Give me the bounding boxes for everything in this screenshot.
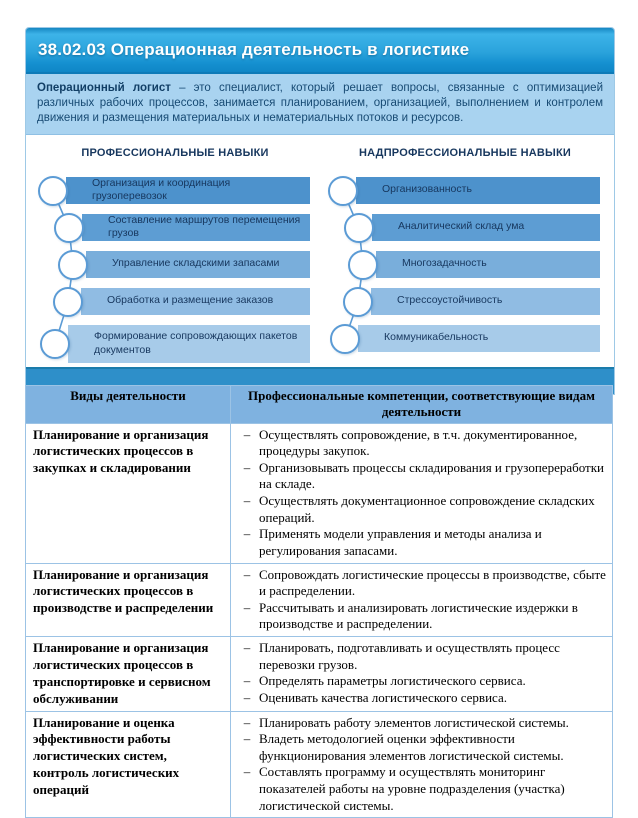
competency-text: Определять параметры логистического сервиса. [259,673,526,689]
competency-text: Осуществлять сопровождение, в т.ч. документированное, процедуры закупок. [259,426,578,459]
competency-text: Применять модели управления и методы анализа и регулирования запасами. [259,526,542,558]
skills-section [26,135,614,367]
skill-bar-label: Управление складскими запасами [86,251,310,278]
chain-circle [348,250,378,280]
skill-bar-label: Организация и координация грузоперевозок [66,177,310,204]
competency-item [235,427,606,460]
dash-bullet: – [243,731,251,747]
professional-skills-column [30,141,320,367]
skill-bar-label: Обработка и размещение заказов [81,288,310,315]
chain-circle [330,324,360,354]
professional-skills-title: ПРОФЕССИОНАЛЬНЫЕ НАВЫКИ [81,146,269,159]
competencies-cell [231,711,613,818]
table-row [26,563,613,637]
page-title: 38.02.03 Операционная деятельность в логистике [38,40,470,59]
table-row [26,423,613,563]
dash-bullet: – [243,764,251,780]
competency-text: Сопровождать логистические процессы в производстве, сбыте и распределении. [259,566,606,599]
competency-item [235,600,606,633]
competency-item [235,764,606,814]
dash-bullet: – [243,493,251,508]
competency-text: Осуществлять документационное сопровождение складских операций. [259,493,595,525]
table-row [26,711,613,818]
profession-description [26,74,614,135]
chain-circle [40,329,70,359]
logistics-infographic-panel [25,27,615,395]
competency-text: Владеть методологией оценки эффективности функционирования элементов логистической системы. [259,731,564,763]
competencies-cell [231,563,613,637]
dash-bullet: – [243,599,251,615]
competencies-cell [231,637,613,712]
competency-item [235,460,606,493]
competency-item [235,731,606,764]
dash-bullet: – [243,459,251,475]
dash-bullet: – [243,673,251,689]
competency-text: Оценивать качества логистического сервиса. [259,689,507,705]
table-header-row [26,386,613,424]
table-header-competencies: Профессиональные компетенции, соответствующие видам деятельности [231,386,613,424]
supra-professional-skills-title: НАДПРОФЕССИОНАЛЬНЫЕ НАВЫКИ [358,146,572,159]
supra-professional-skills-chart [328,167,602,367]
activity-cell: Планирование и организация логистических процессов в производстве и распределении [26,563,231,637]
competency-item [235,640,606,673]
competency-item [235,493,606,526]
panel-header [26,28,614,74]
professional-skills-chart [38,167,312,367]
competency-item [235,715,606,732]
chain-circle [344,213,374,243]
activity-cell: Планирование и организация логистических процессов в закупках и складировании [26,423,231,563]
skill-bar-label: Коммуникабельность [358,325,600,352]
competency-text: Организовывать процессы складирования и грузопереработки на складе. [259,459,605,492]
competency-item [235,567,606,600]
chain-circle [38,176,68,206]
activity-cell: Планирование и оценка эффективности работы логистических систем, контроль логистических операций [26,711,231,818]
chain-circle [343,287,373,317]
profession-description-text: – это специалист, который решает вопросы, связанные с оптимизацией различных рабочих процессов, занимается планированием, организацией, выполнением и контролем движения и размещения материальных и нематериальных потоков и ресурсов. [37,82,603,125]
chain-circle [58,250,88,280]
table-header-activities: Виды деятельности [26,386,231,424]
competency-text: Планировать работу элементов логистической системы. [259,714,569,730]
dash-bullet: – [243,640,251,655]
competency-item [235,526,606,559]
profession-description-lead: Операционный логист [37,82,171,94]
competency-item [235,673,606,690]
table-row [26,637,613,712]
skill-bar-label: Аналитический склад ума [372,214,600,241]
skill-bar-label: Формирование сопровождающих пакетов документов [68,325,310,363]
competency-table [25,385,613,818]
dash-bullet: – [243,526,251,542]
competency-table-body [26,423,613,818]
competency-item [235,690,606,707]
chain-circle [53,287,83,317]
skill-bar-label: Стрессоустойчивость [371,288,600,315]
skill-bar-label: Организованность [356,177,600,204]
skill-bar-label: Составление маршрутов перемещения грузов [82,214,310,241]
competency-text: Составлять программу и осуществлять мониторинг показателей работы на уровне подразделения (участка) логистической системы. [259,764,565,813]
chain-circle [328,176,358,206]
dash-bullet: – [243,714,251,730]
dash-bullet: – [243,689,251,705]
dash-bullet: – [243,566,251,582]
competency-text: Рассчитывать и анализировать логистические издержки в производстве и распределении. [259,599,578,632]
competencies-cell [231,423,613,563]
supra-professional-skills-column [320,141,610,367]
activity-cell: Планирование и организация логистических процессов в транспортировке и сервисном обслуживании [26,637,231,712]
dash-bullet: – [243,426,251,442]
competency-text: Планировать, подготавливать и осуществлять процесс перевозки грузов. [259,640,560,672]
skill-bar-label: Многозадачность [376,251,600,278]
chain-circle [54,213,84,243]
